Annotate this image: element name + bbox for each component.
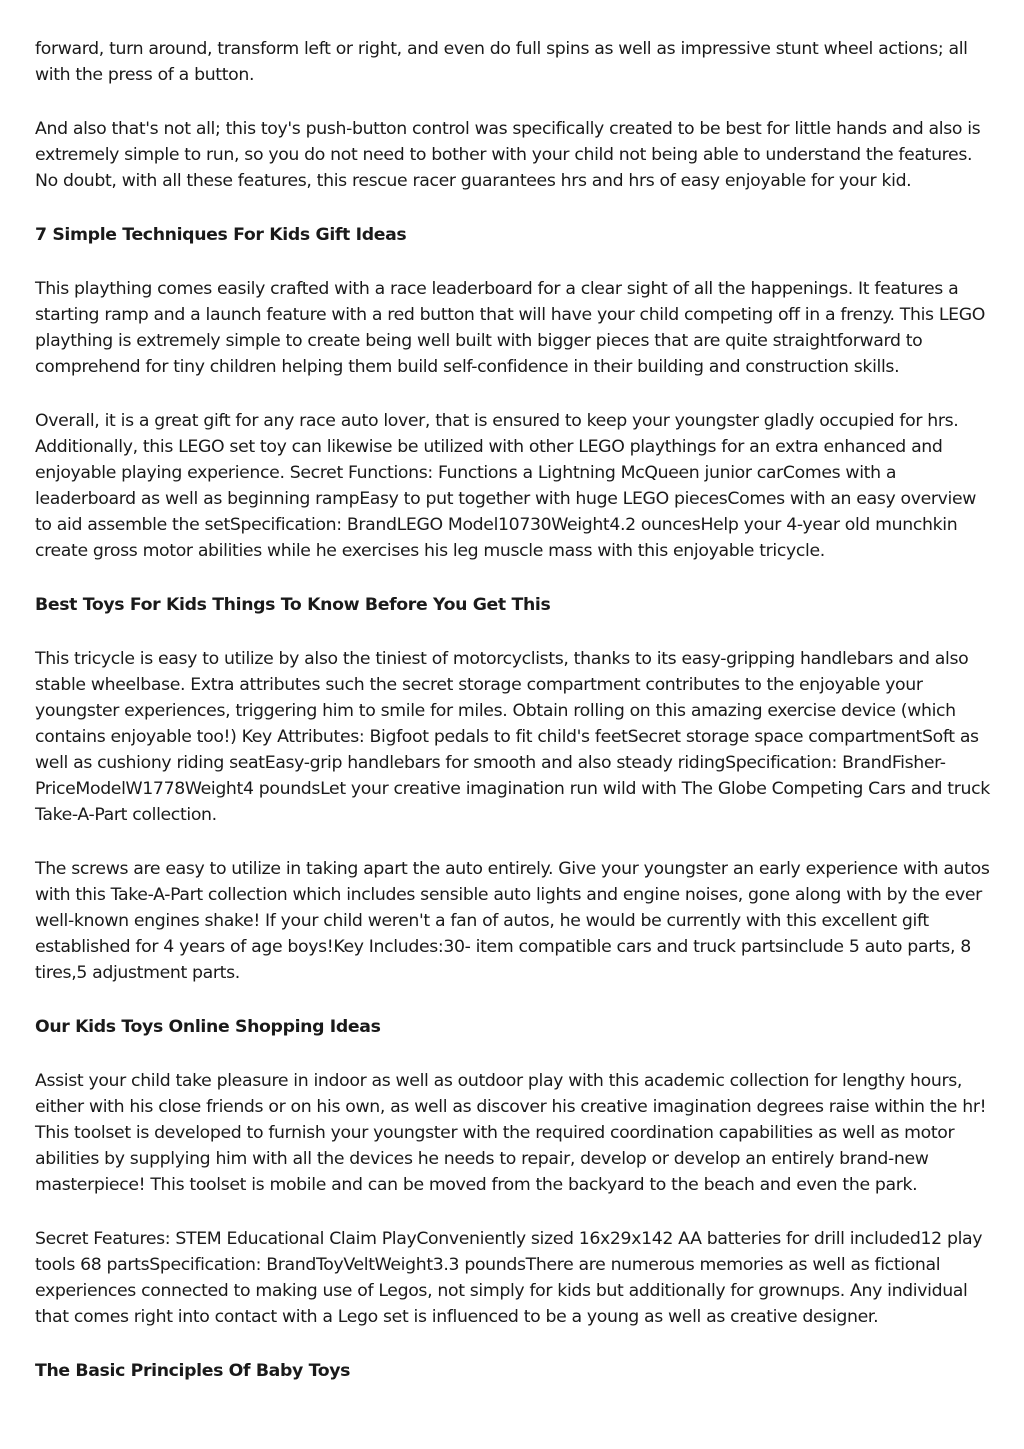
paragraph-push-button-control: And also that's not all; this toy's push-button control was specifically created to be best for little hands and also is extremely simple to run, so you do not need to bother with your child not being able to understand the features. No doubt, with all these features, this rescue racer guarantees hrs and hrs of easy enjoyable for your kid. xyxy=(35,119,981,191)
paragraph-take-a-part: The screws are easy to utilize in taking apart the auto entirely. Give your youngster an early experience with autos with this Take-A-Part collection which includes sensible auto lights and engine noises, gone along with by the ever well-known engines shake! If your child weren't a fan of autos, he would be currently with this excellent gift established for 4 years of age boys!Key Includes:30- item compatible cars and truck partsinclude 5 auto parts, 8 tires,5 adjustment parts. xyxy=(35,859,990,983)
paragraph-secret-features: Secret Features: STEM Educational Claim PlayConveniently sized 16x29x142 AA batteries for drill included12 play tools 68 partsSpecification: BrandToyVeltWeight3.3 poundsThere are numerous memories as well as fictional experiences connected to making use of Legos, not simply for kids but additionally for grownups. Any individual that comes right into contact with a Lego set is influenced to be a young as well as creative designer. xyxy=(35,1229,983,1327)
article-body xyxy=(35,36,995,1412)
heading-kids-gift-ideas: 7 Simple Techniques For Kids Gift Ideas xyxy=(35,225,407,245)
paragraph-toolset: Assist your child take pleasure in indoor as well as outdoor play with this academic collection for lengthy hours, either with his close friends or on his own, as well as discover his creative imagination degrees raise within the hr! This toolset is developed to furnish your youngster with the required coordination capabilities as well as motor abilities by supplying him with all the devices he needs to repair, develop or develop an entirely brand-new masterpiece! This toolset is mobile and can be moved from the backyard to the beach and even the park. xyxy=(35,1071,987,1195)
paragraph-tricycle: This tricycle is easy to utilize by also the tiniest of motorcyclists, thanks to its easy-gripping handlebars and also stable wheelbase. Extra attributes such the secret storage compartment contributes to the enjoyable your youngster experiences, triggering him to smile for miles. Obtain rolling on this amazing exercise device (which contains enjoyable too!) Key Attributes: Bigfoot pedals to fit child's feetSecret storage space compartmentSoft as well as cushiony riding seatEasy-grip handlebars for smooth and also steady ridingSpecification: BrandFisher-PriceModelW1778Weight4 poundsLet your creative imagination run wild with The Globe Competing Cars and truck Take-A-Part collection. xyxy=(35,649,990,825)
heading-online-shopping: Our Kids Toys Online Shopping Ideas xyxy=(35,1017,381,1037)
paragraph-race-leaderboard: This plaything comes easily crafted with a race leaderboard for a clear sight of all the happenings. It features a starting ramp and a launch feature with a red button that will have your child competing off in a frenzy. This LEGO plaything is extremely simple to create being well built with bigger pieces that are quite straightforward to comprehend for tiny children helping them build self-confidence in their building and construction skills. xyxy=(35,279,985,377)
heading-best-toys: Best Toys For Kids Things To Know Before You Get This xyxy=(35,595,551,615)
paragraph-intro-continued: forward, turn around, transform left or right, and even do full spins as well as impressive stunt wheel actions; all with the press of a button. xyxy=(35,39,968,85)
paragraph-lego-set: Overall, it is a great gift for any race auto lover, that is ensured to keep your youngster gladly occupied for hrs. Additionally, this LEGO set toy can likewise be utilized with other LEGO playthings for an extra enhanced and enjoyable playing experience. Secret Functions: Functions a Lightning McQueen junior carComes with a leaderboard as well as beginning rampEasy to put together with huge LEGO piecesComes with an easy overview to aid assemble the setSpecification: BrandLEGO Model10730Weight4.2 ouncesHelp your 4-year old munchkin create gross motor abilities while he exercises his leg muscle mass with this enjoyable tricycle. xyxy=(35,411,977,561)
heading-baby-toys: The Basic Principles Of Baby Toys xyxy=(35,1361,351,1381)
